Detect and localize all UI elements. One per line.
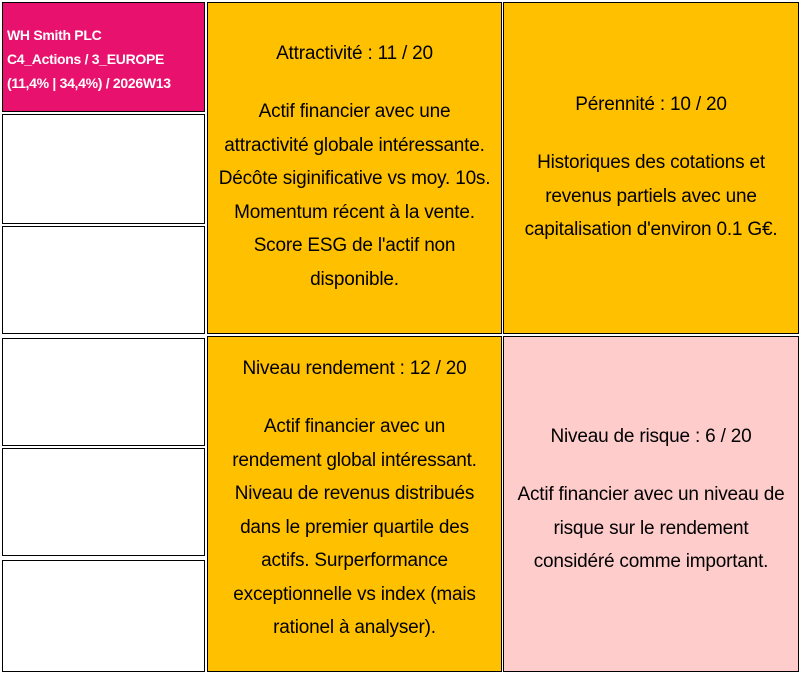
attractivite-title: Attractivité : 11 / 20 — [276, 43, 433, 64]
risque-line: considéré comme important. — [533, 551, 769, 572]
rendement-line: Niveau de revenus distribués — [234, 483, 475, 504]
risque-card — [503, 336, 799, 672]
empty-cell-2 — [2, 226, 205, 334]
empty-cell-5 — [2, 560, 205, 672]
risque-description — [506, 478, 796, 579]
attractivite-card — [207, 2, 502, 334]
attractivite-line: Décôte siginificative vs moy. 10s. — [218, 168, 491, 189]
attractivite-line: disponible. — [310, 268, 399, 290]
asset-header — [2, 2, 205, 112]
risque-title: Niveau de risque : 6 / 20 — [550, 426, 752, 447]
rendement-title: Niveau rendement : 12 / 20 — [242, 358, 467, 379]
attractivite-line: Score ESG de l'actif non — [253, 235, 456, 256]
empty-cell-1 — [2, 114, 205, 224]
empty-cell-3 — [2, 338, 205, 446]
attractivite-description — [210, 95, 500, 296]
perennite-description — [506, 146, 796, 247]
attractivite-line: Actif financier avec une — [258, 101, 451, 122]
rendement-line: dans le premier quartile des — [240, 516, 469, 538]
rendement-line: rationel à analyser). — [273, 617, 436, 638]
rendement-line: exceptionnelle vs index (mais — [233, 583, 476, 605]
rendement-line: rendement global intéressant. — [232, 449, 477, 471]
rendement-line: Actif financier avec un — [263, 416, 446, 437]
asset-performance: (11,4% | 34,4%) / 2026W13 — [7, 75, 171, 91]
asset-name: WH Smith PLC — [7, 27, 102, 43]
asset-category: C4_Actions / 3_EUROPE — [7, 51, 165, 67]
rendement-card — [207, 336, 502, 672]
risque-line: risque sur le rendement — [553, 517, 749, 539]
rendement-line: actifs. Surperformance — [261, 550, 448, 571]
perennite-line: revenus partiels avec une — [545, 185, 757, 207]
perennite-card — [503, 2, 799, 334]
perennite-title: Pérennité : 10 / 20 — [575, 94, 727, 115]
attractivite-line: Momentum récent à la vente. — [234, 201, 475, 223]
perennite-line: Historiques des cotations et — [537, 152, 765, 173]
risque-line: Actif financier avec un niveau de — [517, 484, 785, 505]
empty-cell-4 — [2, 448, 205, 556]
perennite-line: capitalisation d'environ 0.1 G€. — [524, 219, 778, 240]
attractivite-line: attractivité globale intéressante. — [224, 134, 485, 156]
rendement-description — [210, 410, 500, 645]
